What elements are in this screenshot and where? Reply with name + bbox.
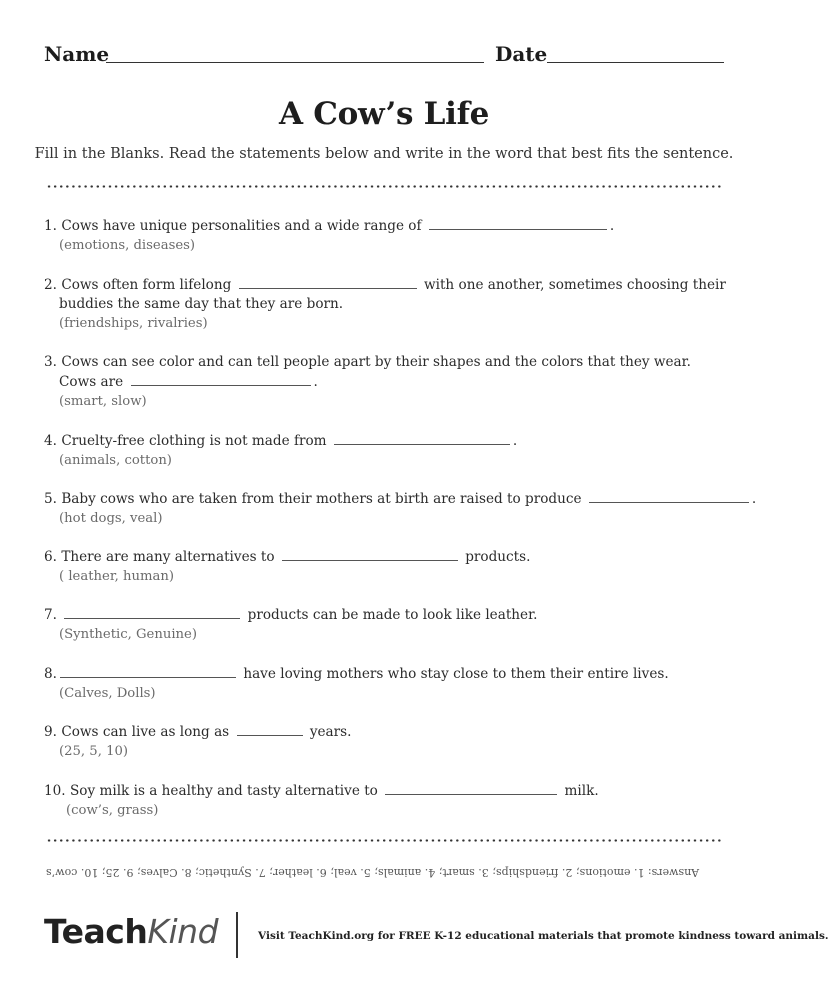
question-9 (44, 722, 351, 761)
question-text-after: with one another, sometimes choosing their (423, 277, 726, 293)
question-text: Cruelty-free clothing is not made from (61, 433, 327, 449)
answer-blank[interactable] (334, 431, 510, 445)
answer-blank[interactable] (60, 664, 236, 678)
page-title: A Cow’s Life (278, 96, 490, 132)
choices: (25, 5, 10) (59, 744, 129, 759)
question-3 (44, 353, 691, 411)
answer-blank[interactable] (131, 372, 311, 386)
answer-blank[interactable] (64, 605, 240, 619)
question-number: 4. (44, 433, 57, 449)
question-text: Baby cows who are taken from their mothers at birth are raised to produce (61, 491, 582, 507)
question-text-line2: buddies the same day that they are born. (59, 296, 344, 312)
answer-blank[interactable] (429, 216, 607, 230)
question-number: 9. (44, 724, 57, 740)
question-text-after: products. (465, 549, 531, 565)
question-7 (44, 605, 537, 644)
choices: ( leather, human) (59, 569, 175, 584)
question-number: 5. (44, 491, 57, 507)
date-label: Date (495, 42, 548, 66)
answer-blank[interactable] (282, 547, 458, 561)
question-text-after: have loving mothers who stay close to them their entire lives. (243, 666, 669, 682)
choices: (Synthetic, Genuine) (59, 627, 197, 642)
choices: (emotions, diseases) (59, 238, 196, 253)
choices: (hot dogs, veal) (59, 511, 163, 526)
teachkind-logo[interactable] (44, 912, 218, 951)
choices: (friendships, rivalries) (59, 316, 208, 331)
question-8 (44, 664, 669, 703)
question-number: 7. (44, 607, 57, 623)
logo-teach-text: Teach (44, 912, 148, 951)
question-text-after: years. (309, 724, 352, 740)
choices: (cow’s, grass) (66, 803, 159, 818)
date-field[interactable] (547, 62, 724, 63)
question-text-after: . (751, 491, 757, 507)
answer-blank[interactable] (237, 722, 303, 736)
question-text-after: . (609, 218, 615, 234)
choices: (Calves, Dolls) (59, 686, 156, 701)
footer (44, 912, 829, 960)
question-text: Cows have unique personalities and a wide range of (61, 218, 422, 234)
question-6 (44, 547, 530, 586)
question-4 (44, 431, 517, 470)
question-5 (44, 489, 756, 528)
question-number: 3. (44, 354, 57, 370)
question-text-after: milk. (564, 783, 599, 799)
choices: (animals, cotton) (59, 453, 172, 468)
question-10 (44, 781, 599, 820)
name-date-header (44, 40, 724, 70)
question-text: Cows can live as long as (61, 724, 230, 740)
question-text: Cows can see color and can tell people apart by their shapes and the colors that they wear. (61, 354, 691, 370)
question-number: 1. (44, 218, 57, 234)
question-number: 8. (44, 666, 57, 682)
answer-blank[interactable] (385, 781, 557, 795)
question-number: 10. (44, 783, 66, 799)
choices: (smart, slow) (59, 394, 147, 409)
answer-blank[interactable] (239, 275, 417, 289)
question-text-after: . (512, 433, 518, 449)
logo-kind-text: Kind (147, 912, 219, 951)
question-text: Soy milk is a healthy and tasty alternative to (69, 783, 378, 799)
instructions: Fill in the Blanks. Read the statements below and write in the word that best fits the sentence. (34, 146, 734, 162)
question-2 (44, 275, 726, 333)
name-field[interactable] (106, 62, 484, 63)
question-number: 2. (44, 277, 57, 293)
answer-blank[interactable] (589, 489, 749, 503)
footer-divider (236, 912, 238, 958)
answer-key-upside-down: Answers: 1. emotions; 2. friendships; 3. smart; 4. animals; 5. veal; 6. leather; 7. Synthetic; 8. Calves; 9. 25; 10. cow’s (46, 866, 700, 879)
question-text-after: . (313, 374, 318, 390)
question-1 (44, 216, 614, 255)
question-text: There are many alternatives to (61, 549, 275, 565)
question-text-line2: Cows are (59, 374, 124, 390)
question-text-after: products can be made to look like leather. (247, 607, 538, 623)
top-dotted-divider (46, 185, 724, 188)
question-text: Cows often form lifelong (61, 277, 232, 293)
name-label: Name (44, 42, 110, 66)
bottom-dotted-divider (46, 839, 724, 842)
visit-link-text[interactable]: Visit TeachKind.org for FREE K-12 educational materials that promote kindness toward animals. (258, 930, 829, 942)
question-number: 6. (44, 549, 57, 565)
